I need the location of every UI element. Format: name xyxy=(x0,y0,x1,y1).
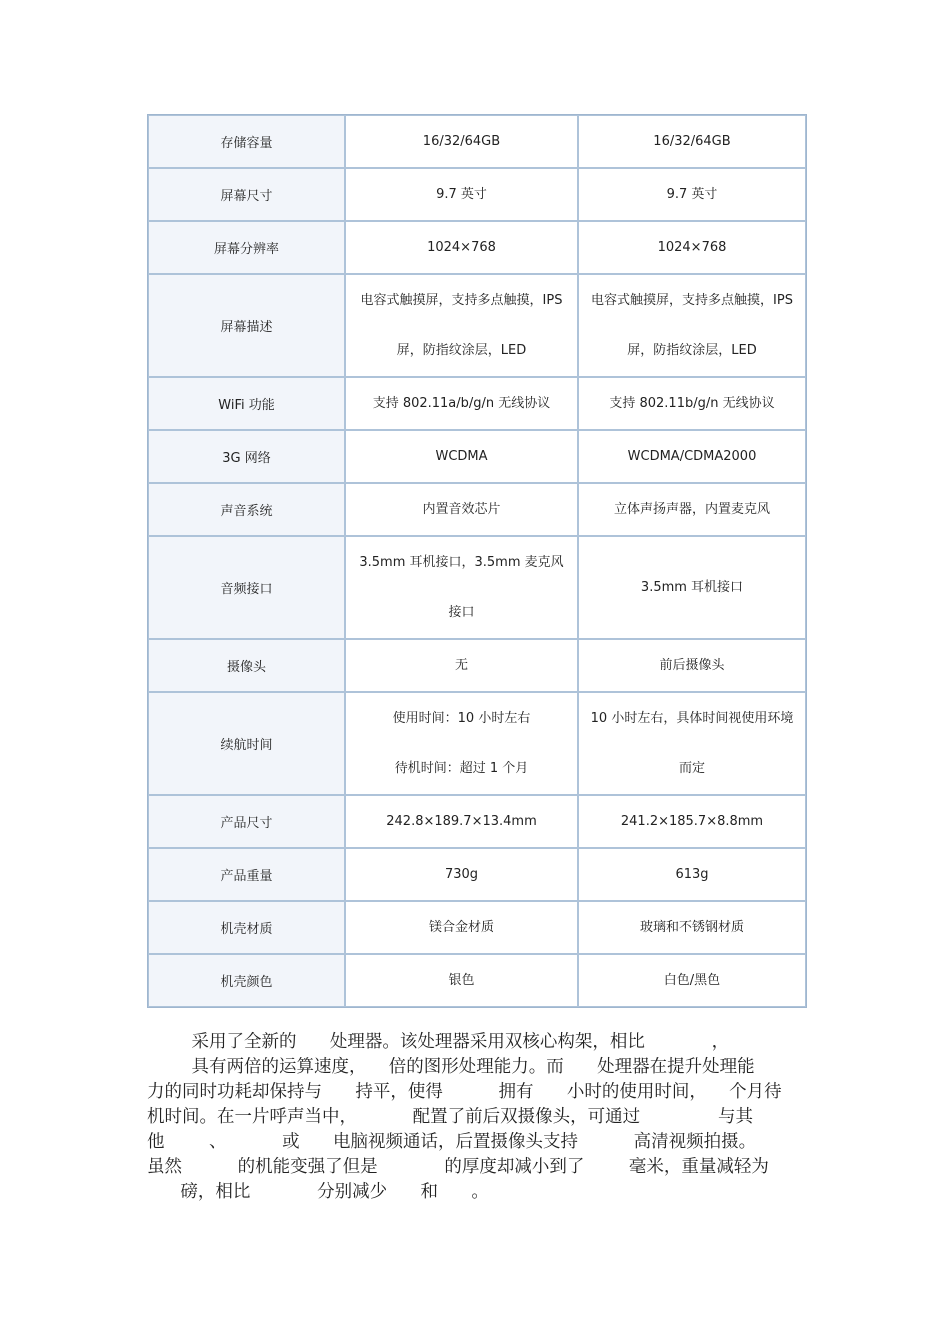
cell-text-line: 电容式触摸屏，支持多点触摸，IPS xyxy=(591,292,793,308)
cell-text-line: 内置音效芯片 xyxy=(422,501,501,517)
value-cell-model-b xyxy=(578,377,806,430)
paragraph-line: 采用了全新的 处理器。该处理器采用双核心构架，相比 ， xyxy=(147,1032,730,1052)
cell-text-line: 1024×768 xyxy=(427,239,496,255)
row-label: WiFi 功能 xyxy=(148,377,345,430)
row-label: 产品尺寸 xyxy=(148,795,345,848)
row-label: 存储容量 xyxy=(148,115,345,168)
cell-text-line: 银色 xyxy=(448,972,475,988)
spec-comparison-table xyxy=(147,114,807,1008)
spec-table-body xyxy=(148,115,806,1007)
cell-text-line: WCDMA/CDMA2000 xyxy=(627,448,757,464)
value-cell-model-b xyxy=(578,168,806,221)
value-cell-model-a xyxy=(345,274,578,377)
row-label: 机壳材质 xyxy=(148,901,345,954)
table-row xyxy=(148,377,806,430)
table-row xyxy=(148,954,806,1007)
table-row xyxy=(148,692,806,795)
value-cell-model-b xyxy=(578,692,806,795)
cell-text-line: 玻璃和不锈钢材质 xyxy=(639,919,744,935)
description-paragraph xyxy=(147,1030,807,1205)
cell-text-line: 接口 xyxy=(448,604,475,620)
value-cell-model-a xyxy=(345,168,578,221)
cell-text-line: 前后摄像头 xyxy=(659,657,725,673)
value-cell-model-a xyxy=(345,901,578,954)
value-cell-model-b xyxy=(578,954,806,1007)
cell-text-line: 而定 xyxy=(678,760,705,776)
value-cell-model-b xyxy=(578,430,806,483)
table-row xyxy=(148,430,806,483)
table-row xyxy=(148,483,806,536)
table-row xyxy=(148,115,806,168)
value-cell-model-a xyxy=(345,221,578,274)
value-cell-model-b xyxy=(578,483,806,536)
row-label: 3G 网络 xyxy=(148,430,345,483)
row-label: 音频接口 xyxy=(148,536,345,639)
paragraph-line: 磅，相比 分别减少 和 。 xyxy=(147,1182,489,1202)
paragraph-line: 虽然 的机能变强了但是 的厚度却减小到了 毫米，重量减轻为 xyxy=(147,1157,769,1177)
cell-text-line: 9.7 英寸 xyxy=(666,186,718,202)
cell-text-line: WCDMA xyxy=(435,448,488,464)
value-cell-model-a xyxy=(345,795,578,848)
value-cell-model-a xyxy=(345,639,578,692)
value-cell-model-a xyxy=(345,430,578,483)
table-row xyxy=(148,221,806,274)
cell-text-line: 支持 802.11a/b/g/n 无线协议 xyxy=(372,395,551,411)
value-cell-model-a xyxy=(345,377,578,430)
cell-text-line: 9.7 英寸 xyxy=(436,186,487,202)
row-label: 屏幕分辨率 xyxy=(148,221,345,274)
value-cell-model-a xyxy=(345,483,578,536)
cell-text-line: 电容式触摸屏，支持多点触摸，IPS xyxy=(360,292,563,308)
table-row xyxy=(148,536,806,639)
cell-text-line: 使用时间：10 小时左右 xyxy=(392,710,531,726)
value-cell-model-a xyxy=(345,115,578,168)
cell-text-line: 730g xyxy=(444,866,479,882)
value-cell-model-a xyxy=(345,692,578,795)
cell-text-line: 镁合金材质 xyxy=(428,919,494,935)
value-cell-model-a xyxy=(345,536,578,639)
cell-text-line: 16/32/64GB xyxy=(653,133,731,149)
cell-text-line: 待机时间：超过 1 个月 xyxy=(394,760,529,776)
cell-text-line: 16/32/64GB xyxy=(422,133,501,149)
value-cell-model-b xyxy=(578,536,806,639)
row-label: 产品重量 xyxy=(148,848,345,901)
cell-text-line: 立体声扬声器，内置麦克风 xyxy=(613,501,770,517)
cell-text-line: 支持 802.11b/g/n 无线协议 xyxy=(609,395,775,411)
value-cell-model-a xyxy=(345,954,578,1007)
row-label: 屏幕描述 xyxy=(148,274,345,377)
table-row xyxy=(148,901,806,954)
cell-text-line: 屏，防指纹涂层，LED xyxy=(396,342,527,358)
cell-text-line: 242.8×189.7×13.4mm xyxy=(386,813,537,829)
cell-text-line: 241.2×185.7×8.8mm xyxy=(620,813,764,829)
cell-text-line: 屏，防指纹涂层，LED xyxy=(627,342,757,358)
table-row xyxy=(148,795,806,848)
value-cell-model-b xyxy=(578,221,806,274)
value-cell-model-b xyxy=(578,274,806,377)
cell-text-line: 1024×768 xyxy=(657,239,727,255)
row-label: 屏幕尺寸 xyxy=(148,168,345,221)
cell-text-line: 10 小时左右，具体时间视使用环境 xyxy=(590,710,794,726)
table-row xyxy=(148,639,806,692)
value-cell-model-b xyxy=(578,848,806,901)
value-cell-model-b xyxy=(578,115,806,168)
cell-text-line: 613g xyxy=(675,866,709,882)
table-row xyxy=(148,274,806,377)
paragraph-line: 具有两倍的运算速度， 倍的图形处理能力。而 处理器在提升处理能 xyxy=(147,1057,755,1077)
row-label: 续航时间 xyxy=(148,692,345,795)
value-cell-model-b xyxy=(578,901,806,954)
cell-text-line: 无 xyxy=(454,657,468,673)
cell-text-line: 3.5mm 耳机接口 xyxy=(640,579,744,595)
table-row xyxy=(148,168,806,221)
value-cell-model-b xyxy=(578,795,806,848)
cell-text-line: 3.5mm 耳机接口，3.5mm 麦克风 xyxy=(359,554,564,570)
row-label: 机壳颜色 xyxy=(148,954,345,1007)
paragraph-line: 力的同时功耗却保持与 持平，使得 拥有 小时的使用时间， 个月待 xyxy=(147,1082,782,1102)
row-label: 摄像头 xyxy=(148,639,345,692)
cell-text-line: 白色/黑色 xyxy=(663,972,721,988)
value-cell-model-b xyxy=(578,639,806,692)
paragraph-line: 他 、 或 电脑视频通话，后置摄像头支持 高清视频拍摄。 xyxy=(147,1132,757,1152)
table-row xyxy=(148,848,806,901)
row-label: 声音系统 xyxy=(148,483,345,536)
value-cell-model-a xyxy=(345,848,578,901)
paragraph-line: 机时间。在一片呼声当中， 配置了前后双摄像头，可通过 与其 xyxy=(147,1107,754,1127)
